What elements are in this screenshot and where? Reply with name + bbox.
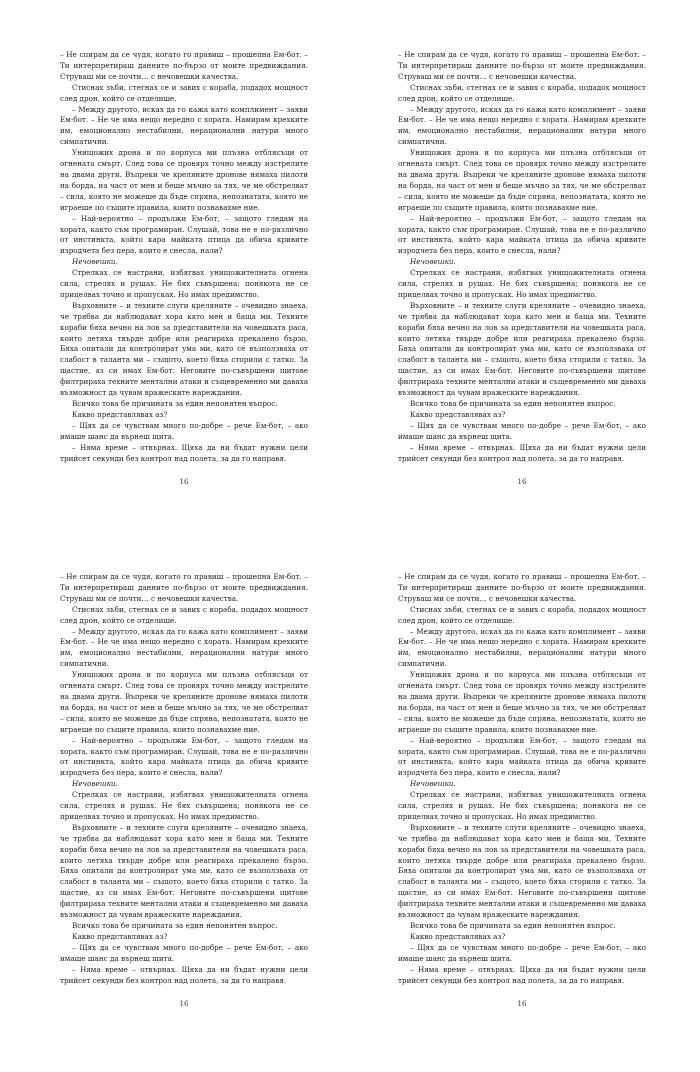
paragraph: Стрелках се настрани, избягвах унищожителната огнена сила, стрелях и рушах. Не бях съвършена; понякога не се прицелвах точно и пропусках. Но имах предимство. — [398, 790, 646, 821]
paragraph: Всичко това бе причината за един непонятен въпрос. — [410, 399, 616, 408]
paragraph: – Не спирам да се чудя, когато го правиш – прошепна Ем-бот. – Ти интерпретираш данните по-бързо от моите предвиждания. Струваш ми се почти… с нечовешки качества. — [60, 50, 308, 81]
paragraph: Какво представлявах аз? — [410, 409, 506, 419]
paragraph: – Не спирам да се чудя, когато го правиш – прошепна Ем-бот. – Ти интерпретираш данните по-бързо от моите предвиждания. Струваш ми се почти… с нечовешки качества. — [60, 572, 308, 603]
page-number: 16 — [517, 478, 527, 486]
page-number: 16 — [179, 478, 189, 486]
paragraph: Стиснах зъби, стегнах се и завих с кораба, подадох мощност след дрон, който се отделише. — [398, 604, 646, 625]
paragraph-italic: Нечовешки. — [410, 257, 456, 267]
page-text — [60, 572, 308, 986]
paragraph: Унищожих дрона и по корпуса ми плъзна отблясъци от огнената смърт. След това се провярх точно между изстрелите на двама други. Въпреки че креляните дронове нямаха пилоти на борда, на част от мен и беше мъчно за тях, че ме обстрелват – сила, която не можеше да бъде спряна, непознатата, която не играеше по същите правила, които познавахме ние. — [398, 148, 646, 212]
paragraph: Стиснах зъби, стегнах се и завих с кораба, подадох мощност след дрон, който се отделише. — [60, 82, 308, 103]
paragraph: – Щях да се чувствам много по-добре – рече Ем-бот, – ако имаше шанс да върнеш щита. — [398, 420, 646, 441]
page-bottom-left — [60, 572, 308, 1072]
page-text — [398, 50, 646, 464]
paragraph: Върховните – и техните слуги креляните – очевидно знаеха, че трябва да наблюдават хора като мен и баща ми. Техните кораби бяха вечно на лов за представители на човешката раса, които летяха твърде добре или реагираха прекалено бързо. Бяха опитали да контролират ума ми, като се възползваха от слабост в таланта ми – същото, което бяха сторили с татко. За щастие, аз си имах Ем-бот. Неговите по-съвършени щитове филтрираха техните ментални атаки и същевременно ми даваха възможност да чувам вражеските нареждания. — [60, 300, 308, 398]
paragraph: Стрелках се настрани, избягвах унищожителната огнена сила, стрелях и рушах. Не бях съвършена; понякога не се прицелвах точно и пропусках. Но имах предимство. — [60, 268, 308, 299]
page-bottom-right — [398, 572, 646, 1072]
paragraph: Върховните – и техните слуги креляните – очевидно знаеха, че трябва да наблюдават хора като мен и баща ми. Техните кораби бяха вечно на лов за представители на човешката раса, които летяха твърде добре или реагираха прекалено бързо. Бяха опитали да контролират ума ми, като се възползваха от слабост в таланта ми – същото, което бяха сторили с татко. За щастие, аз си имах Ем-бот. Неговите по-съвършени щитове филтрираха техните ментални атаки и същевременно ми даваха възможност да чувам вражеските нареждания. — [60, 822, 308, 920]
paragraph: – Между другото, исках да го кажа като комплимент – заяви Ем-бот. – Не че има нещо нередно с хората. Намирам крехките им, емоционално нестабилни, нерационални натури много симпатични. — [398, 104, 646, 147]
paragraph: – Най-вероятно – продължи Ем-бот, – защото гледам на хората, както съм програмиран. Слушай, това не е по-различно от инстинкта, който кара майката птица да обича кривите изродчета без пера, които е снесла, нали? — [60, 735, 308, 778]
paragraph: – Най-вероятно – продължи Ем-бот, – защото гледам на хората, както съм програмиран. Слушай, това не е по-различно от инстинкта, който кара майката птица да обича кривите изродчета без пера, които е снесла, нали? — [398, 735, 646, 778]
paragraph: Всичко това бе причината за един непонятен въпрос. — [72, 921, 278, 930]
paragraph: Стиснах зъби, стегнах се и завих с кораба, подадох мощност след дрон, който се отделише. — [60, 604, 308, 625]
paragraph: Върховните – и техните слуги креляните – очевидно знаеха, че трябва да наблюдават хора като мен и баща ми. Техните кораби бяха вечно на лов за представители на човешката раса, които летяха твърде добре или реагираха прекалено бързо. Бяха опитали да контролират ума ми, като се възползваха от слабост в таланта ми – същото, което бяха сторили с татко. За щастие, аз си имах Ем-бот. Неговите по-съвършени щитове филтрираха техните ментални атаки и същевременно ми даваха възможност да чувам вражеските нареждания. — [398, 822, 646, 920]
paragraph: – Няма време – отвърнах. Щяха да ни бъдат нужни цели трийсет секунди без контрол над полета, за да го направя. — [60, 964, 308, 985]
paragraph: – Между другото, исках да го кажа като комплимент – заяви Ем-бот. – Не че има нещо нередно с хората. Намирам крехките им, емоционално нестабилни, нерационални натури много симпатични. — [398, 626, 646, 669]
paragraph: Какво представлявах аз? — [410, 931, 506, 941]
paragraph: Унищожих дрона и по корпуса ми плъзна отблясъци от огнената смърт. След това се провярх точно между изстрелите на двама други. Въпреки че креляните дронове нямаха пилоти на борда, на част от мен и беше мъчно за тях, че ме обстрелват – сила, която не можеше да бъде спряна, непознатата, която не играеше по същите правила, които познавахме ние. — [398, 670, 646, 734]
paragraph: Всичко това бе причината за един непонятен въпрос. — [410, 921, 616, 930]
paragraph: – Щях да се чувствам много по-добре – рече Ем-бот, – ако имаше шанс да върнеш щита. — [60, 942, 308, 963]
page-text — [398, 572, 646, 986]
paragraph: Какво представлявах аз? — [72, 931, 168, 941]
page-number: 16 — [517, 1000, 527, 1008]
paragraph: – Не спирам да се чудя, когато го правиш – прошепна Ем-бот. – Ти интерпретираш данните по-бързо от моите предвиждания. Струваш ми се почти… с нечовешки качества. — [398, 572, 646, 603]
paragraph: Стрелках се настрани, избягвах унищожителната огнена сила, стрелях и рушах. Не бях съвършена; понякога не се прицелвах точно и пропусках. Но имах предимство. — [398, 268, 646, 299]
paragraph: Унищожих дрона и по корпуса ми плъзна отблясъци от огнената смърт. След това се провярх точно между изстрелите на двама други. Въпреки че креляните дронове нямаха пилоти на борда, на част от мен и беше мъчно за тях, че ме обстрелват – сила, която не можеше да бъде спряна, непознатата, която не играеше по същите правила, които познавахме ние. — [60, 148, 308, 212]
paragraph-italic: Нечовешки. — [410, 779, 456, 789]
paragraph: – Няма време – отвърнах. Щяха да ни бъдат нужни цели трийсет секунди без контрол над полета, за да го направя. — [60, 442, 308, 463]
paragraph: Унищожих дрона и по корпуса ми плъзна отблясъци от огнената смърт. След това се провярх точно между изстрелите на двама други. Въпреки че креляните дронове нямаха пилоти на борда, на част от мен и беше мъчно за тях, че ме обстрелват – сила, която не можеше да бъде спряна, непознатата, която не играеше по същите правила, които познавахме ние. — [60, 670, 308, 734]
paragraph: Стиснах зъби, стегнах се и завих с кораба, подадох мощност след дрон, който се отделише. — [398, 82, 646, 103]
paragraph-italic: Нечовешки. — [72, 779, 118, 789]
paragraph-italic: Нечовешки. — [72, 257, 118, 267]
paragraph: Какво представлявах аз? — [72, 409, 168, 419]
page-number: 16 — [179, 1000, 189, 1008]
paragraph: – Няма време – отвърнах. Щяха да ни бъдат нужни цели трийсет секунди без контрол над полета, за да го направя. — [398, 442, 646, 463]
paragraph: – Най-вероятно – продължи Ем-бот, – защото гледам на хората, както съм програмиран. Слушай, това не е по-различно от инстинкта, който кара майката птица да обича кривите изродчета без пера, които е снесла, нали? — [398, 213, 646, 256]
page-top-left — [60, 50, 308, 550]
paragraph: – Няма време – отвърнах. Щяха да ни бъдат нужни цели трийсет секунди без контрол над полета, за да го направя. — [398, 964, 646, 985]
paragraph: Всичко това бе причината за един непонятен въпрос. — [72, 399, 278, 408]
paragraph: – Между другото, исках да го кажа като комплимент – заяви Ем-бот. – Не че има нещо нередно с хората. Намирам крехките им, емоционално нестабилни, нерационални натури много симпатични. — [60, 626, 308, 669]
paragraph: – Щях да се чувствам много по-добре – рече Ем-бот, – ако имаше шанс да върнеш щита. — [60, 420, 308, 441]
page-top-right — [398, 50, 646, 550]
paragraph: Върховните – и техните слуги креляните – очевидно знаеха, че трябва да наблюдават хора като мен и баща ми. Техните кораби бяха вечно на лов за представители на човешката раса, които летяха твърде добре или реагираха прекалено бързо. Бяха опитали да контролират ума ми, като се възползваха от слабост в таланта ми – същото, което бяха сторили с татко. За щастие, аз си имах Ем-бот. Неговите по-съвършени щитове филтрираха техните ментални атаки и същевременно ми даваха възможност да чувам вражеските нареждания. — [398, 300, 646, 398]
page-text — [60, 50, 308, 464]
paragraph: – Между другото, исках да го кажа като комплимент – заяви Ем-бот. – Не че има нещо нередно с хората. Намирам крехките им, емоционално нестабилни, нерационални натури много симпатични. — [60, 104, 308, 147]
paragraph: – Най-вероятно – продължи Ем-бот, – защото гледам на хората, както съм програмиран. Слушай, това не е по-различно от инстинкта, който кара майката птица да обича кривите изродчета без пера, които е снесла, нали? — [60, 213, 308, 256]
paragraph: Стрелках се настрани, избягвах унищожителната огнена сила, стрелях и рушах. Не бях съвършена; понякога не се прицелвах точно и пропусках. Но имах предимство. — [60, 790, 308, 821]
paragraph: – Не спирам да се чудя, когато го правиш – прошепна Ем-бот. – Ти интерпретираш данните по-бързо от моите предвиждания. Струваш ми се почти… с нечовешки качества. — [398, 50, 646, 81]
paragraph: – Щях да се чувствам много по-добре – рече Ем-бот, – ако имаше шанс да върнеш щита. — [398, 942, 646, 963]
